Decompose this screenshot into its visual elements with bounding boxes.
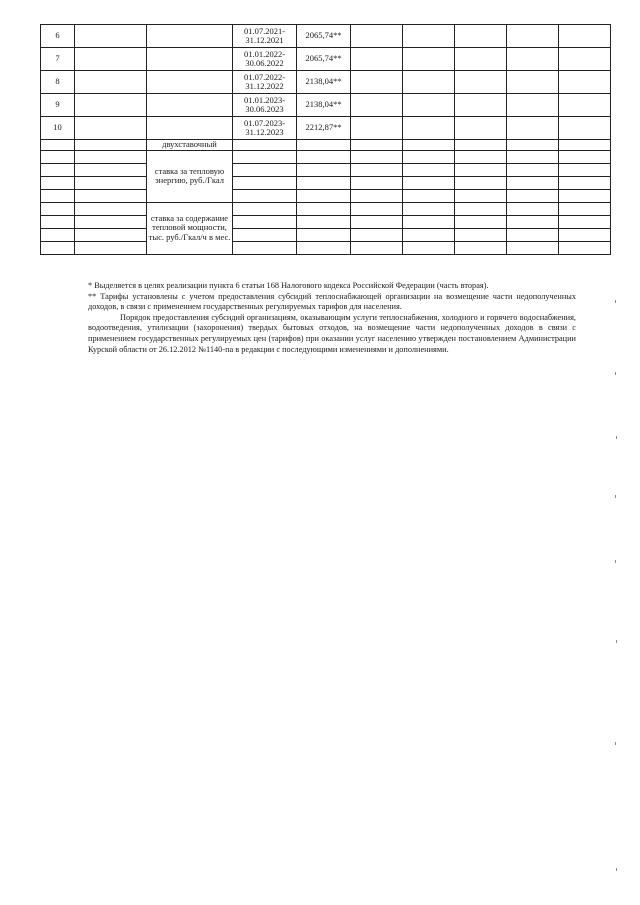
two-part-label-cell: двухставочный [147, 140, 233, 151]
empty-cell [507, 150, 559, 163]
empty-cell [559, 140, 611, 151]
period-cell: 01.01.2022- 30.06.2022 [233, 48, 297, 71]
empty-cell [75, 176, 147, 189]
empty-cell [403, 117, 455, 140]
empty-cell [75, 189, 147, 202]
empty-cell [507, 215, 559, 228]
empty-cell [403, 25, 455, 48]
empty-cell [233, 150, 297, 163]
empty-cell [559, 71, 611, 94]
table-row [41, 215, 611, 228]
empty-cell [351, 140, 403, 151]
period-cell: 01.07.2021- 31.12.2021 [233, 25, 297, 48]
empty-cell [559, 228, 611, 241]
table-row [41, 140, 611, 151]
empty-cell [403, 189, 455, 202]
empty-cell [559, 117, 611, 140]
period-cell: 01.07.2023- 31.12.2023 [233, 117, 297, 140]
empty-cell [559, 25, 611, 48]
empty-cell [297, 228, 351, 241]
empty-cell [75, 94, 147, 117]
empty-cell [233, 228, 297, 241]
subsidy-procedure-paragraph: Порядок предоставления субсидий организациям, оказывающим услуги теплоснабжения, холодного и горячего водоснабжения, водоотведения, утилизации (захоронения) твердых бытовых отходов, на возмещение части недополученных доходов в связи с применением государственных регулируемых цен (тарифов) при оказании услуг населению утвержден постановлением Администрации Курской области от 26.12.2012 №1140-па в редакции с последующими изменениями и дополнениями. [88, 312, 576, 354]
row-number-cell: 8 [41, 71, 75, 94]
empty-cell [507, 48, 559, 71]
tariff-value-cell: 2138,04** [297, 71, 351, 94]
empty-cell [233, 241, 297, 254]
empty-cell [351, 189, 403, 202]
scan-speck [616, 868, 617, 871]
table-row [41, 189, 611, 202]
scan-speck [616, 640, 617, 643]
empty-cell [351, 163, 403, 176]
scan-speck [615, 495, 616, 498]
empty-cell [455, 189, 507, 202]
empty-cell [233, 140, 297, 151]
empty-cell [41, 140, 75, 151]
empty-cell [507, 228, 559, 241]
empty-cell [403, 202, 455, 215]
capacity-rate-label-cell: ставка за содержание тепловой мощности, тыс. руб./Гкал/ч в мес. [147, 202, 233, 254]
empty-cell [41, 241, 75, 254]
empty-cell [403, 176, 455, 189]
empty-cell [147, 117, 233, 140]
empty-cell [507, 241, 559, 254]
tariff-value-cell: 2212,87** [297, 117, 351, 140]
scan-speck [615, 560, 616, 563]
empty-cell [351, 202, 403, 215]
empty-cell [455, 228, 507, 241]
empty-cell [297, 150, 351, 163]
empty-cell [75, 48, 147, 71]
empty-cell [41, 228, 75, 241]
empty-cell [351, 25, 403, 48]
empty-cell [41, 163, 75, 176]
empty-cell [351, 241, 403, 254]
footnotes [88, 281, 576, 355]
empty-cell [351, 150, 403, 163]
empty-cell [233, 163, 297, 176]
empty-cell [351, 228, 403, 241]
empty-cell [455, 94, 507, 117]
empty-cell [403, 150, 455, 163]
empty-cell [403, 140, 455, 151]
footnote-vat: * Выделяется в целях реализации пункта 6 статьи 168 Налогового кодекса Российской Федерации (часть вторая). [88, 281, 489, 290]
tariff-value-cell: 2065,74** [297, 25, 351, 48]
empty-cell [147, 48, 233, 71]
empty-cell [507, 94, 559, 117]
table-row [41, 228, 611, 241]
empty-cell [75, 215, 147, 228]
table-row [41, 241, 611, 254]
empty-cell [455, 176, 507, 189]
empty-cell [559, 150, 611, 163]
empty-cell [75, 202, 147, 215]
empty-cell [403, 163, 455, 176]
empty-cell [507, 176, 559, 189]
empty-cell [507, 140, 559, 151]
empty-cell [41, 176, 75, 189]
row-number-cell: 6 [41, 25, 75, 48]
scan-speck [615, 300, 616, 303]
empty-cell [351, 48, 403, 71]
empty-cell [75, 140, 147, 151]
empty-cell [455, 117, 507, 140]
empty-cell [455, 163, 507, 176]
empty-cell [351, 176, 403, 189]
empty-cell [455, 202, 507, 215]
table-row [41, 163, 611, 176]
empty-cell [455, 71, 507, 94]
empty-cell [147, 71, 233, 94]
empty-cell [559, 94, 611, 117]
empty-cell [147, 94, 233, 117]
period-cell: 01.07.2022- 31.12.2022 [233, 71, 297, 94]
empty-cell [403, 94, 455, 117]
table-row [41, 25, 611, 48]
heat-rate-label-cell: ставка за тепловую энергию, руб./Гкал [147, 150, 233, 202]
period-cell: 01.01.2023- 30.06.2023 [233, 94, 297, 117]
empty-cell [41, 202, 75, 215]
scan-speck [615, 372, 616, 375]
scan-speck [615, 742, 616, 745]
row-number-cell: 7 [41, 48, 75, 71]
table-row [41, 150, 611, 163]
empty-cell [233, 176, 297, 189]
table-row [41, 117, 611, 140]
empty-cell [75, 228, 147, 241]
empty-cell [507, 202, 559, 215]
footnote-subsidy: ** Тарифы установлены с учетом предоставления субсидий теплоснабжающей организации на возмещение части недополученных доходов, в связи с применением государственных регулируемых тарифов для населения. [88, 291, 576, 312]
empty-cell [507, 71, 559, 94]
empty-cell [75, 117, 147, 140]
empty-cell [233, 189, 297, 202]
empty-cell [455, 150, 507, 163]
empty-cell [455, 215, 507, 228]
empty-cell [559, 163, 611, 176]
empty-cell [455, 241, 507, 254]
tariff-value-cell: 2065,74** [297, 48, 351, 71]
empty-cell [75, 241, 147, 254]
empty-cell [297, 176, 351, 189]
empty-cell [559, 215, 611, 228]
empty-cell [233, 202, 297, 215]
table-row [41, 48, 611, 71]
empty-cell [297, 215, 351, 228]
table-row [41, 94, 611, 117]
empty-cell [403, 228, 455, 241]
row-number-cell: 10 [41, 117, 75, 140]
empty-cell [75, 71, 147, 94]
empty-cell [455, 140, 507, 151]
empty-cell [297, 189, 351, 202]
empty-cell [403, 48, 455, 71]
empty-cell [75, 25, 147, 48]
empty-cell [559, 202, 611, 215]
empty-cell [297, 163, 351, 176]
empty-cell [455, 25, 507, 48]
empty-cell [351, 94, 403, 117]
tariff-value-cell: 2138,04** [297, 94, 351, 117]
empty-cell [507, 163, 559, 176]
empty-cell [507, 189, 559, 202]
empty-cell [297, 241, 351, 254]
table-row [41, 202, 611, 215]
row-number-cell: 9 [41, 94, 75, 117]
empty-cell [351, 71, 403, 94]
empty-cell [507, 117, 559, 140]
empty-cell [297, 140, 351, 151]
empty-cell [559, 241, 611, 254]
empty-cell [41, 189, 75, 202]
tariff-table [40, 24, 611, 255]
table-row [41, 176, 611, 189]
empty-cell [147, 25, 233, 48]
empty-cell [351, 117, 403, 140]
empty-cell [233, 215, 297, 228]
empty-cell [559, 48, 611, 71]
table-row [41, 71, 611, 94]
empty-cell [75, 150, 147, 163]
empty-cell [455, 48, 507, 71]
empty-cell [403, 71, 455, 94]
empty-cell [41, 150, 75, 163]
empty-cell [559, 176, 611, 189]
empty-cell [559, 189, 611, 202]
empty-cell [351, 215, 403, 228]
empty-cell [403, 241, 455, 254]
empty-cell [75, 163, 147, 176]
scan-speck [616, 436, 617, 439]
empty-cell [41, 215, 75, 228]
empty-cell [403, 215, 455, 228]
empty-cell [297, 202, 351, 215]
empty-cell [507, 25, 559, 48]
